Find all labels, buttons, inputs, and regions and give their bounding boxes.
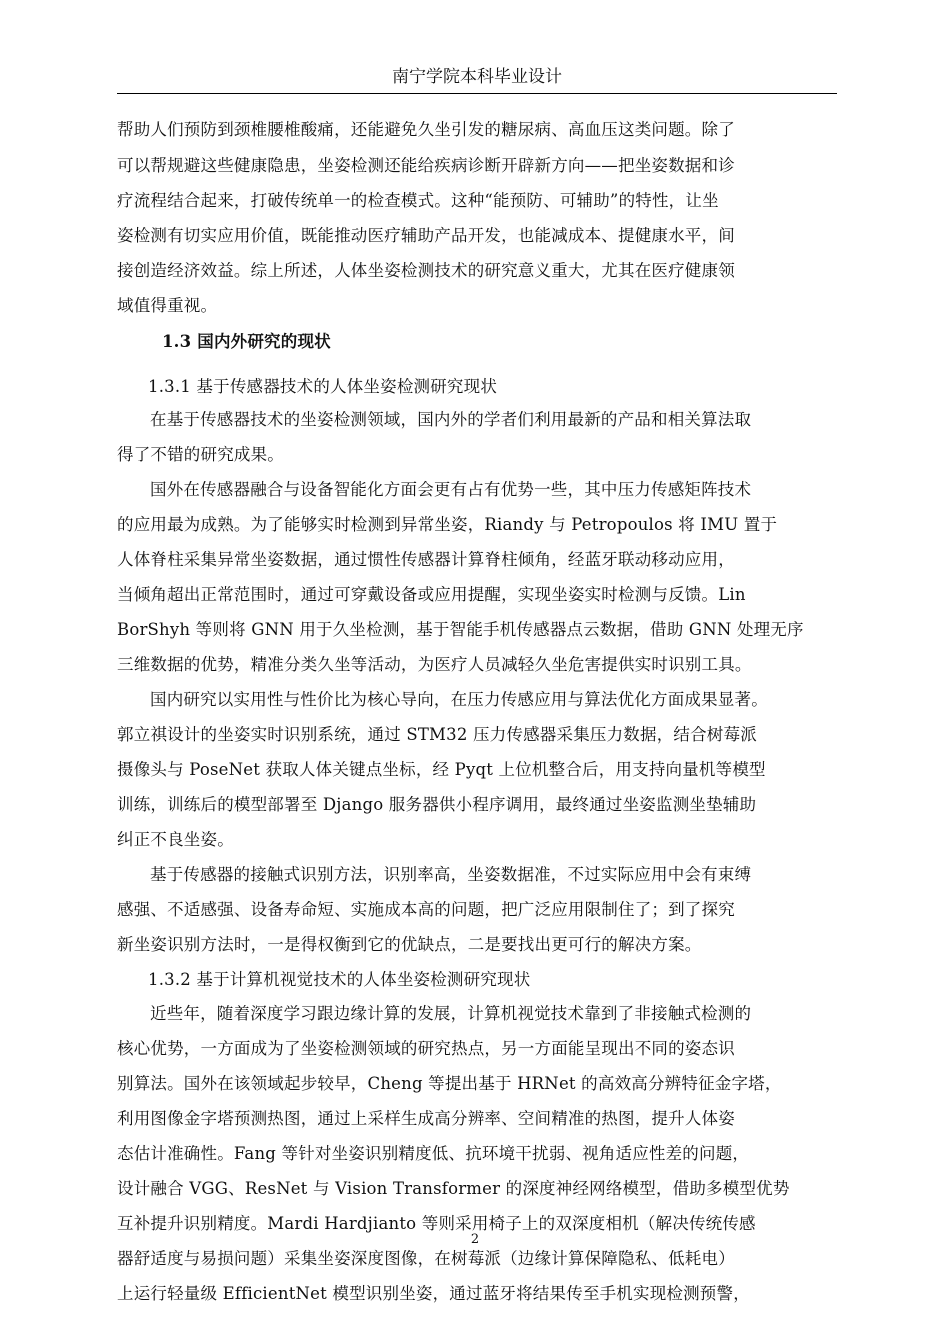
paragraph-line: 人体脊柱采集异常坐姿数据，通过惯性传感器计算脊柱倾角，经蓝牙联动移动应用，: [117, 550, 735, 569]
paragraph-line: 国外在传感器融合与设备智能化方面会更有占有优势一些，其中压力传感矩阵技术: [150, 480, 752, 499]
paragraph-line: 新坐姿识别方法时，一是得权衡到它的优缺点，二是要找出更可行的解决方案。: [117, 935, 702, 954]
paragraph-line: 域值得重视。: [117, 296, 218, 315]
paragraph-line: 当倾角超出正常范围时，通过可穿戴设备或应用提醒，实现坐姿实时检测与反馈。Lin: [117, 585, 746, 604]
paragraph-line: 得了不错的研究成果。: [117, 445, 284, 464]
paragraph-line: 核心优势，一方面成为了坐姿检测领域的研究热点，另一方面能呈现出不同的姿态识: [117, 1039, 735, 1058]
paragraph-line: 训练，训练后的模型部署至 Django 服务器供小程序调用，最终通过坐姿监测坐垫辅助: [117, 795, 757, 814]
section-heading: 1.3 国内外研究的现状: [162, 332, 331, 351]
paragraph-line: 利用图像金字塔预测热图，通过上采样生成高分辨率、空间精准的热图，提升人体姿: [117, 1109, 735, 1128]
paragraph-line: 三维数据的优势，精准分类久坐等活动，为医疗人员减轻久坐危害提供实时识别工具。: [117, 655, 752, 674]
paragraph-line: 国内研究以实用性与性价比为核心导向，在压力传感应用与算法优化方面成果显著。: [150, 690, 768, 709]
paragraph-line: BorShyh 等则将 GNN 用于久坐检测，基于智能手机传感器点云数据，借助 GNN 处理无序: [117, 620, 804, 639]
paragraph-line: 互补提升识别精度。Mardi Hardjianto 等则采用椅子上的双深度相机（解决传统传感: [117, 1214, 756, 1233]
paragraph-line: 疗流程结合起来，打破传统单一的检查模式。这种“能预防、可辅助”的特性，让坐: [117, 191, 719, 210]
paragraph-line: 基于传感器的接触式识别方法，识别率高，坐姿数据准，不过实际应用中会有束缚: [150, 865, 752, 884]
paragraph-line: 态估计准确性。Fang 等针对坐姿识别精度低、抗环境干扰弱、视角适应性差的问题，: [117, 1144, 750, 1163]
paragraph-line: 设计融合 VGG、ResNet 与 Vision Transformer 的深度神经网络模型，借助多模型优势: [117, 1179, 790, 1198]
subsection-heading: 1.3.2 基于计算机视觉技术的人体坐姿检测研究现状: [148, 970, 531, 989]
paragraph-line: 感强、不适感强、设备寿命短、实施成本高的问题，把广泛应用限制住了；到了探究: [117, 900, 735, 919]
paragraph-line: 接创造经济效益。综上所述，人体坐姿检测技术的研究意义重大，尤其在医疗健康领: [117, 261, 735, 280]
paragraph-line: 帮助人们预防到颈椎腰椎酸痛，还能避免久坐引发的糖尿病、高血压这类问题。除了: [117, 120, 735, 139]
paragraph-line: 别算法。国外在该领域起步较早，Cheng 等提出基于 HRNet 的高效高分辨特征金字塔，: [117, 1074, 782, 1093]
paragraph-line: 可以帮规避这些健康隐患，坐姿检测还能给疾病诊断开辟新方向——把坐姿数据和诊: [117, 156, 735, 175]
paragraph-line: 纠正不良坐姿。: [117, 830, 234, 849]
paragraph-line: 姿检测有切实应用价值，既能推动医疗辅助产品开发，也能减成本、提健康水平，间: [117, 226, 735, 245]
page-number: 2: [470, 1232, 480, 1247]
paragraph-line: 上运行轻量级 EfficientNet 模型识别坐姿，通过蓝牙将结果传至手机实现检测预警，: [117, 1284, 750, 1303]
paragraph-line: 近些年，随着深度学习跟边缘计算的发展，计算机视觉技术靠到了非接触式检测的: [150, 1004, 752, 1023]
header-rule: [117, 93, 837, 94]
paragraph-line: 器舒适度与易损问题）采集坐姿深度图像，在树莓派（边缘计算保障隐私、低耗电）: [117, 1249, 735, 1268]
paragraph-line: 在基于传感器技术的坐姿检测领域，国内外的学者们利用最新的产品和相关算法取: [150, 410, 752, 429]
paragraph-line: 的应用最为成熟。为了能够实时检测到异常坐姿，Riandy 与 Petropoulos 将 IMU 置于: [117, 515, 778, 534]
paragraph-line: 摄像头与 PoseNet 获取人体关键点坐标，经 Pyqt 上位机整合后，用支持向量机等模型: [117, 760, 766, 779]
running-header: 南宁学院本科毕业设计: [392, 67, 562, 87]
paragraph-line: 郭立祺设计的坐姿实时识别系统，通过 STM32 压力传感器采集压力数据，结合树莓派: [117, 725, 757, 744]
subsection-heading: 1.3.1 基于传感器技术的人体坐姿检测研究现状: [148, 377, 498, 396]
